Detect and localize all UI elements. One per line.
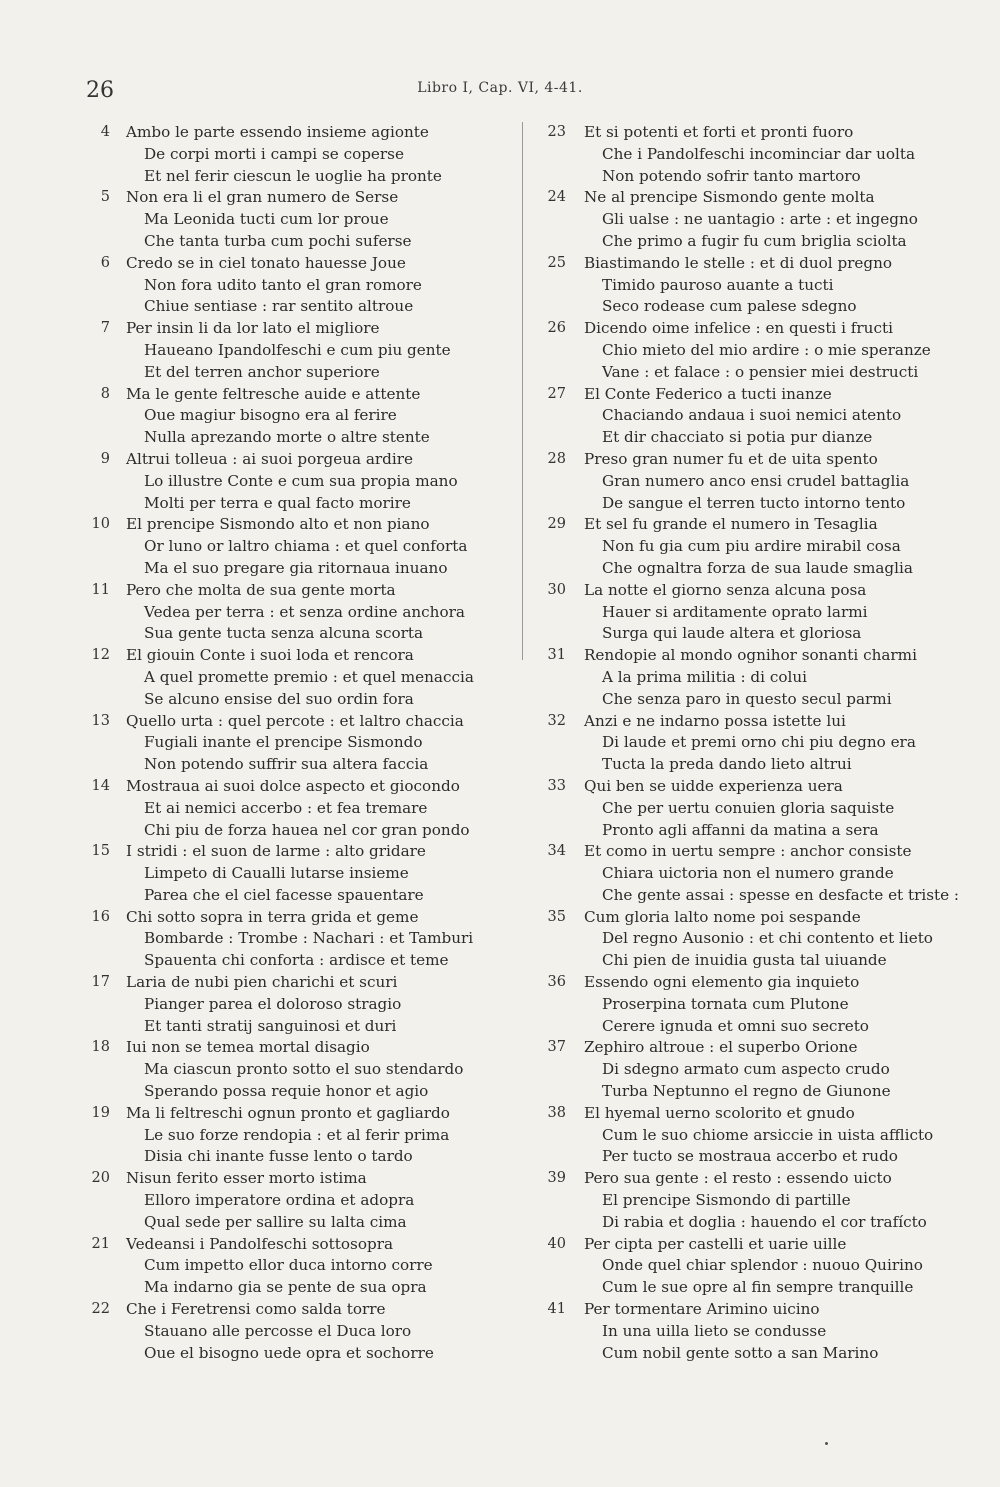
verse-line: Cerere ignuda et omni suo secreto <box>602 1016 869 1035</box>
verse-line: Essendo ogni elemento gia inquieto <box>584 973 860 992</box>
verse-line: El giouin Conte i suoi loda et rencora <box>126 646 414 665</box>
verse-line: Chiue sentiase : rar sentito altroue <box>144 297 414 316</box>
stanza-number: 13 <box>91 712 110 729</box>
verse-line: Haueano Ipandolfeschi e cum piu gente <box>144 340 451 359</box>
stanza-number: 21 <box>91 1235 110 1252</box>
stanza-number: 15 <box>91 843 110 860</box>
verse-line: Et nel ferir ciescun le uoglie ha pronte <box>144 166 442 185</box>
verse-line: Non fora udito tanto el gran romore <box>144 275 422 294</box>
verse-line: Spauenta chi conforta : ardisce et teme <box>144 951 449 970</box>
page-number: 26 <box>86 78 114 103</box>
stanza-number: 8 <box>100 385 110 402</box>
stanza <box>70 580 510 645</box>
stanza-number: 22 <box>91 1301 110 1318</box>
verse-line: Tucta la preda dando lieto altrui <box>602 755 852 774</box>
verse-line: Nulla aprezando morte o altre stente <box>144 428 430 447</box>
verse-line: De sangue el terren tucto intorno tento <box>602 493 906 512</box>
verse-line: Ma Leonida tucti cum lor proue <box>144 210 389 229</box>
stanza <box>532 253 972 318</box>
verse-line: Pero che molta de sua gente morta <box>126 580 396 599</box>
stanza <box>532 776 972 841</box>
verse-line: Che primo a fugir fu cum briglia sciolta <box>602 231 907 250</box>
verse-line: Chi pien de inuidia gusta tal uiuande <box>602 951 887 970</box>
verse-line: Qui ben se uidde experienza uera <box>584 776 843 795</box>
stanza <box>532 972 972 1037</box>
stanza-number: 9 <box>100 450 110 467</box>
verse-line: Oue magiur bisogno era al ferire <box>144 406 397 425</box>
verse-line: El hyemal uerno scolorito et gnudo <box>584 1103 855 1122</box>
verse-line: Lo illustre Conte e cum sua propia mano <box>144 471 458 490</box>
verse-line: Vane : et falace : o pensier miei destructi <box>602 362 919 381</box>
stanza-number: 17 <box>91 974 110 991</box>
stanza-number: 40 <box>547 1235 566 1252</box>
stanza <box>70 645 510 710</box>
verse-line: Ma ciascun pronto sotto el suo stendardo <box>144 1060 464 1079</box>
stanza <box>70 384 510 449</box>
stanza <box>70 1299 510 1364</box>
verse-line: Bombarde : Trombe : Nachari : et Tamburi <box>144 929 474 948</box>
verse-line: In una uilla lieto se condusse <box>602 1321 827 1340</box>
verse-line: Parea che el ciel facesse spauentare <box>144 885 424 904</box>
stanza-number: 31 <box>547 647 566 664</box>
stanza <box>70 1168 510 1233</box>
stanza <box>532 318 972 383</box>
verse-line: Proserpina tornata cum Plutone <box>602 994 849 1013</box>
verse-line: Ma li feltreschi ognun pronto et gagliardo <box>126 1103 450 1122</box>
verse-line: Et ai nemici accerbo : et fea tremare <box>144 798 428 817</box>
verse-line: Quello urta : quel percote : et laltro chaccia <box>126 711 464 730</box>
verse-line: Zephiro altroue : el superbo Orione <box>584 1038 858 1057</box>
stanza-number: 32 <box>547 712 566 729</box>
verse-line: Per cipta per castelli et uarie uille <box>584 1234 847 1253</box>
verse-line: Fugiali inante el prencipe Sismondo <box>144 733 423 752</box>
right-column <box>532 122 972 1364</box>
verse-line: Che gente assai : spesse en desfacte et triste : <box>602 885 960 904</box>
verse-line: Vedeansi i Pandolfeschi sottosopra <box>126 1234 394 1253</box>
stanza-number: 30 <box>547 581 566 598</box>
verse-line: Laria de nubi pien charichi et scuri <box>126 973 398 992</box>
stanza-number: 14 <box>91 777 110 794</box>
verse-line: Di sdegno armato cum aspecto crudo <box>602 1060 890 1079</box>
verse-line: Pero sua gente : el resto : essendo uicto <box>584 1169 892 1188</box>
ink-speck <box>825 1442 828 1445</box>
stanza <box>70 122 510 187</box>
verse-line: Ma le gente feltresche auide e attente <box>126 384 421 403</box>
stanza-number: 36 <box>547 974 566 991</box>
stanza-number: 18 <box>91 1039 110 1056</box>
stanza <box>532 514 972 579</box>
verse-line: Limpeto di Caualli lutarse insieme <box>144 864 409 883</box>
stanza-number: 24 <box>547 189 566 206</box>
verse-line: La notte el giorno senza alcuna posa <box>584 580 867 599</box>
verse-line: Or luno or laltro chiama : et quel conforta <box>144 537 468 556</box>
stanza <box>70 514 510 579</box>
verse-line: El prencipe Sismondo alto et non piano <box>126 515 430 534</box>
verse-line: Seco rodease cum palese sdegno <box>602 297 857 316</box>
stanza <box>532 645 972 710</box>
verse-line: Di rabia et doglia : hauendo el cor trafícto <box>602 1212 927 1231</box>
verse-line: Chaciando andaua i suoi nemici atento <box>602 406 902 425</box>
verse-line: Mostraua ai suoi dolce aspecto et giocondo <box>126 776 460 795</box>
stanza <box>70 907 510 972</box>
verse-line: El Conte Federico a tucti inanze <box>584 384 832 403</box>
verse-line: Per tucto se mostraua accerbo et rudo <box>602 1147 898 1166</box>
stanza-number: 28 <box>547 450 566 467</box>
verse-line: Biastimando le stelle : et di duol pregno <box>584 253 893 272</box>
verse-line: Altrui tolleua : ai suoi porgeua ardire <box>126 449 413 468</box>
verse-line: Oue el bisogno uede opra et sochorre <box>144 1343 434 1362</box>
verse-line: Per tormentare Arimino uicino <box>584 1300 820 1319</box>
left-column <box>70 122 510 1364</box>
stanza <box>532 907 972 972</box>
stanza-number: 38 <box>547 1104 566 1121</box>
verse-line: Sua gente tucta senza alcuna scorta <box>144 624 424 643</box>
verse-line: Et dir chacciato si potia pur dianze <box>602 428 873 447</box>
verse-line: Di laude et premi orno chi piu degno era <box>602 733 916 752</box>
verse-line: Chi sotto sopra in terra grida et geme <box>126 907 419 926</box>
verse-line: Gran numero anco ensi crudel battaglia <box>602 471 910 490</box>
verse-line: Onde quel chiar splendor : nuouo Quirino <box>602 1256 923 1275</box>
stanza-number: 39 <box>547 1170 566 1187</box>
verse-line: Che i Feretrensi como salda torre <box>126 1300 386 1319</box>
stanza <box>532 1168 972 1233</box>
stanza-number: 19 <box>91 1104 110 1121</box>
verse-line: I stridi : el suon de larme : alto gridare <box>126 842 426 861</box>
verse-line: Et si potenti et forti et pronti fuoro <box>584 123 854 141</box>
verse-line: Cum gloria lalto nome poi sespande <box>584 907 861 926</box>
verse-line: Che tanta turba cum pochi suferse <box>144 231 412 250</box>
verse-line: Molti per terra e qual facto morire <box>144 493 411 512</box>
verse-line: Rendopie al mondo ognihor sonanti charmi <box>584 646 917 665</box>
verse-line: Qual sede per sallire su lalta cima <box>144 1212 407 1231</box>
verse-line: Hauer si arditamente oprato larmi <box>602 602 868 621</box>
stanza <box>532 1234 972 1299</box>
verse-line: Dicendo oime infelice : en questi i fructi <box>584 319 893 338</box>
stanza <box>70 449 510 514</box>
verse-line: Credo se in ciel tonato hauesse Joue <box>126 253 406 272</box>
stanza <box>70 1103 510 1168</box>
verse-line: Del regno Ausonio : et chi contento et lieto <box>602 929 933 948</box>
verse-line: Et tanti stratij sanguinosi et duri <box>144 1016 397 1035</box>
verse-line: El prencipe Sismondo di partille <box>602 1191 851 1210</box>
stanza <box>532 711 972 776</box>
verse-line: Non era li el gran numero de Serse <box>126 188 399 207</box>
verse-line: A la prima militia : di colui <box>602 667 807 686</box>
verse-line: Che senza paro in questo secul parmi <box>602 689 892 708</box>
verse-line: Ne al prencipe Sismondo gente molta <box>584 188 875 207</box>
stanza-number: 7 <box>100 320 110 337</box>
verse-line: Sperando possa requie honor et agio <box>144 1082 429 1101</box>
verse-line: Elloro imperatore ordina et adopra <box>144 1191 415 1210</box>
stanza <box>70 841 510 906</box>
verse-line: Ma indarno gia se pente de sua opra <box>144 1278 427 1297</box>
verse-line: Anzi e ne indarno possa istette lui <box>584 711 846 730</box>
verse-line: Et sel fu grande el numero in Tesaglia <box>584 515 878 534</box>
verse-line: Non potendo sofrir tanto martoro <box>602 166 861 185</box>
stanza <box>532 449 972 514</box>
stanza <box>70 1037 510 1102</box>
verse-line: Che i Pandolfeschi incominciar dar uolta <box>602 144 916 163</box>
stanza-number: 41 <box>547 1301 566 1318</box>
stanza <box>70 253 510 318</box>
stanza-number: 4 <box>100 124 110 140</box>
stanza-number: 27 <box>547 385 566 402</box>
verse-line: A quel promette premio : et quel menaccia <box>144 667 474 686</box>
verse-line: Ambo le parte essendo insieme agionte <box>126 123 429 141</box>
stanza-number: 6 <box>100 254 110 271</box>
stanza <box>532 187 972 252</box>
stanza-number: 26 <box>547 320 566 337</box>
stanza-number: 29 <box>547 516 566 533</box>
stanza-number: 25 <box>547 254 566 271</box>
stanza-number: 20 <box>91 1170 110 1187</box>
verse-line: Pianger parea el doloroso stragio <box>144 994 402 1013</box>
verse-line: Vedea per terra : et senza ordine anchora <box>144 602 465 621</box>
stanza <box>70 972 510 1037</box>
verse-line: Che per uertu conuien gloria saquiste <box>602 798 895 817</box>
stanza <box>70 711 510 776</box>
verse-line: Cum le sue opre al fin sempre tranquille <box>602 1278 914 1297</box>
stanza <box>532 580 972 645</box>
verse-line: Iui non se temea mortal disagio <box>126 1038 370 1057</box>
stanza <box>532 1299 972 1364</box>
verse-line: Cum le suo chiome arsiccie in uista afflicto <box>602 1125 934 1144</box>
stanza <box>532 1103 972 1168</box>
stanza <box>70 187 510 252</box>
verse-line: Et como in uertu sempre : anchor consiste <box>584 842 912 861</box>
stanza <box>70 318 510 383</box>
verse-line: Nisun ferito esser morto istima <box>126 1169 367 1188</box>
stanza-number: 5 <box>100 189 110 206</box>
stanza-number: 34 <box>547 843 566 860</box>
stanza-number: 16 <box>91 908 110 925</box>
verse-line: Per insin li da lor lato el migliore <box>126 319 380 338</box>
verse-line: Non fu gia cum piu ardire mirabil cosa <box>602 537 901 556</box>
running-head: Libro I, Cap. VI, 4-41. <box>417 80 583 96</box>
verse-line: Surga qui laude altera et gloriosa <box>602 624 862 643</box>
verse-line: Se alcuno ensise del suo ordin fora <box>144 689 414 708</box>
verse-line: Cum nobil gente sotto a san Marino <box>602 1343 879 1362</box>
stanza <box>532 122 972 187</box>
verse-line: Turba Neptunno el regno de Giunone <box>602 1082 891 1101</box>
stanza-number: 33 <box>547 777 566 794</box>
stanza <box>70 1234 510 1299</box>
stanza <box>532 841 972 906</box>
stanza <box>532 384 972 449</box>
verse-line: Stauano alle percosse el Duca loro <box>144 1321 412 1340</box>
verse-line: Chiara uictoria non el numero grande <box>602 864 894 883</box>
stanza-number: 35 <box>547 908 566 925</box>
verse-line: Preso gran numer fu et de uita spento <box>584 449 878 468</box>
verse-line: Disia chi inante fusse lento o tardo <box>144 1147 413 1166</box>
stanza <box>532 1037 972 1102</box>
verse-line: Chio mieto del mio ardire : o mie speranze <box>602 340 931 359</box>
stanza-number: 12 <box>91 647 110 664</box>
stanza <box>70 776 510 841</box>
stanza-number: 23 <box>547 124 566 140</box>
verse-line: Pronto agli affanni da matina a sera <box>602 820 879 839</box>
verse-line: Che ognaltra forza de sua laude smaglia <box>602 558 913 577</box>
verse-line: Timido pauroso auante a tucti <box>602 275 834 294</box>
verse-line: Non potendo suffrir sua altera faccia <box>144 755 429 774</box>
stanza-number: 11 <box>91 581 110 598</box>
stanza-number: 10 <box>91 516 110 533</box>
verse-line: Cum impetto ellor duca intorno corre <box>144 1256 433 1275</box>
verse-line: Et del terren anchor superiore <box>144 362 380 381</box>
verse-line: Le suo forze rendopia : et al ferir prima <box>144 1125 450 1144</box>
verse-line: Chi piu de forza hauea nel cor gran pondo <box>144 820 470 839</box>
column-divider <box>522 122 523 660</box>
verse-line: Ma el suo pregare gia ritornaua inuano <box>144 558 448 577</box>
verse-line: De corpi morti i campi se coperse <box>144 144 404 163</box>
verse-line: Gli ualse : ne uantagio : arte : et ingegno <box>602 210 918 229</box>
stanza-number: 37 <box>547 1039 566 1056</box>
